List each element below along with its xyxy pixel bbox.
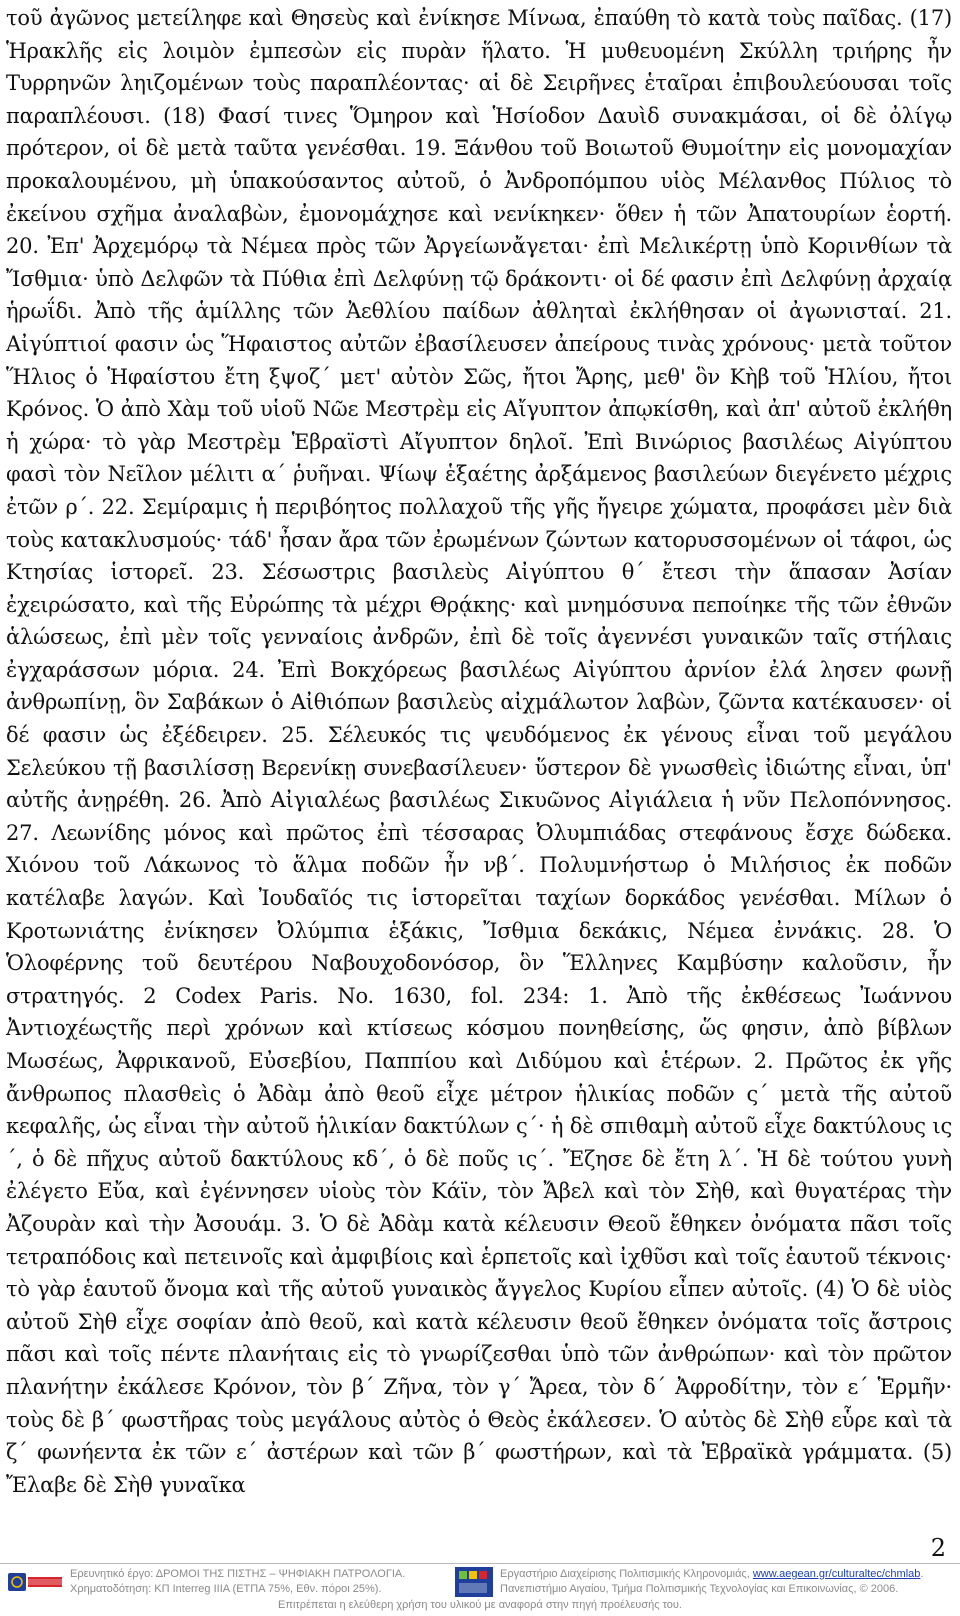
footer-lab-info (500, 1567, 950, 1597)
footer-lab-line (500, 1567, 950, 1582)
footer-divider (0, 1563, 960, 1564)
footer-lab-link[interactable]: www.aegean.gr/culturaltec/chmlab (752, 1568, 921, 1580)
body-text: τοῦ ἀγῶνος μετείληφε καὶ Θησεὺς καὶ ἐνίκησε Μίνωα, ἐπαύθη τὸ κατὰ τοὺς παῖδας. (17) Ἡρακλῆς εἰς λοιμὸν ἐμπεσὼν εἰς πυρὰν ἥλατο. Ἡ μυθευομένη Σκύλλη τριήρης ἦν Τυρρηνῶν ληιζομένων τοὺς παραπλέοντας· αἱ δὲ Σειρῆνες ἑταῖραι ἐπιβουλεύουσαι τοῖς παραπλέουσι. (18) Φασί τινες Ὅμηρον καὶ Ἡσίοδον Δαυὶδ συνακμάσαι, οἱ δὲ ὀλίγῳ πρότερον, οἱ δὲ μετὰ ταῦτα γενέσθαι. 19. Ξάνθου τοῦ Βοιωτοῦ Θυμοίτην εἰς μονομαχίαν προκαλουμένου, μὴ ὑπακούσαντος αὐτοῦ, ὁ Ἀνδροπόμπου υἱὸς Μέλανθος Πύλιος τὸ ἐκείνου σχῆμα ἀναλαβὼν, ἐμονομάχησε καὶ νενίκηκεν· ὅθεν ἡ τῶν Ἀπατουρίων ἑορτή. 20. Ἐπ' Ἀρχεμόρῳ τὰ Νέμεα πρὸς τῶν Ἀργείωνἄγεται· ἐπὶ Μελικέρτῃ ὑπὸ Κορινθίων τὰ Ἴσθμια· ὑπὸ Δελφῶν τὰ Πύθια ἐπὶ Δελφύνῃ τῷ δράκοντι· οἱ δέ φασιν ἐπὶ Δελφύνῃ ἀρχαίᾳ ἡρωΐδι. Ἀπὸ τῆς ἁμίλλης τῶν Ἀεθλίου παίδων ἀθληταὶ ἐκλήθησαν οἱ ἀγωνισταί. 21. Αἰγύπτιοί φασιν ὡς Ἥφαιστος αὐτῶν ἐβασίλευσεν ἀπείρους τινὰς χρόνους· μετὰ τοῦτον Ἥλιος ὁ Ἡφαίστου ἔτη ξψοζ´ μετ' αὐτὸν Σῶς, ἤτοι Ἄρης, μεθ' ὃν Κὴβ τοῦ Ἡλίου, ἤτοι Κρόνος. Ὁ ἀπὸ Χὰμ τοῦ υἱοῦ Νῶε Μεστρὲμ εἰς Αἴγυπτον ἀπῳκίσθη, καὶ ἀπ' αὐτοῦ ἐκλήθη ἡ χώρα· τὸ γὰρ Μεστρὲμ Ἑβραϊστὶ Αἴγυπτον δηλοῖ. Ἐπὶ Βινώριος βασιλέως Αἰγύπτου φασὶ τὸν Νεῖλον μέλιτι α´ ῥυῆναι. Ψίωψ ἑξαέτης ἀρξάμενος βασιλεύων διεγένετο μέχρις ἐτῶν ρ´. 22. Σεμίραμις ἡ περιβόητος πολλαχοῦ τῆς γῆς ἤγειρε χώματα, προφάσει μὲν διὰ τοὺς κατακλυσμούς· τάδ' ἦσαν ἄρα τῶν ἐρωμένων ζώντων κατορυσσομένων οἱ τάφοι, ὡς Κτησίας ἱστορεῖ. 23. Σέσωστρις βασιλεὺς Αἰγύπτου θ´ ἔτεσι τὴν ἅπασαν Ἀσίαν ἐχειρώσατο, καὶ τῆς Εὐρώπης τὰ μέχρι Θρᾴκης· καὶ μνημόσυνα πεποίηκε τῆς τῶν ἐθνῶν ἁλώσεως, ἐπὶ μὲν τοῖς γενναίοις ἀνδρῶν, ἐπὶ δὲ τοῖς ἀγεννέσι γυναικῶν ταῖς στήλαις ἐγχαράσσων μόρια. 24. Ἐπὶ Βοκχόρεως βασιλέως Αἰγύπτου ἀρνίον ἐλά λησεν φωνῇ ἀνθρωπίνῃ, ὃν Σαβάκων ὁ Αἰθιόπων βασιλεὺς αἰχμάλωτον λαβὼν, ζῶντα κατέκαυσεν· οἱ δέ φασιν ὡς ἐξέδειρεν. 25. Σέλευκός τις ψευδόμενος ἐκ γένους εἶναι τοῦ μεγάλου Σελεύκου τῇ βασιλίσσῃ Βερενίκῃ συνεβασίλευεν· ὕστερον δὲ γνωσθεὶς ἰδιώτης εἶναι, ὑπ' αὐτῆς ἀνῃρέθη. 26. Ἀπὸ Αἰγιαλέως βασιλέως Σικυῶνος Αἰγιάλεια ἡ νῦν Πελοπόννησος. 27. Λεωνίδης μόνος καὶ πρῶτος ἐπὶ τέσσαρας Ὀλυμπιάδας στεφάνους ἔσχε δώδεκα. Χιόνου τοῦ Λάκωνος τὸ ἅλμα ποδῶν ἦν νβ´. Πολυμνήστωρ ὁ Μιλήσιος ἐκ ποδῶν κατέλαβε λαγών. Καὶ Ἰουδαῖός τις ἱστορεῖται ταχίων δορκάδος γενέσθαι. Μίλων ὁ Κροτωνιάτης ἐνίκησεν Ὀλύμπια ἑξάκις, Ἴσθμια δεκάκις, Νέμεα ἐννάκις. 28. Ὁ Ὁλοφέρνης τοῦ δευτέρου Ναβουχοδονόσορ, ὃν Ἕλληνες Καμβύσην καλοῦσιν, ἦν στρατηγός. 2 Codex Paris. No. 1630, fol. 234: 1. Ἀπὸ τῆς ἐκθέσεως Ἰωάννου Ἀντιοχέωςτῆς περὶ χρόνων καὶ κτίσεως κόσμου πονηθείσης, ὥς φησιν, ἀπὸ βίβλων Μωσέως, Ἀφρικανοῦ, Εὐσεβίου, Παππίου καὶ Διδύμου καὶ ἑτέρων. 2. Πρῶτος ἐκ γῆς ἄνθρωπος πλασθεὶς ὁ Ἀδὰμ ἀπὸ θεοῦ εἶχε μέτρον ἡλικίας ποδῶν ς´ μετὰ τῆς αὐτοῦ κεφαλῆς, ὡς εἶναι τὴν αὐτοῦ ἡλικίαν δακτύλων ς´· ἡ δὲ σπιθαμὴ αὐτοῦ εἶχε δακτύλους ις´, ὁ δὲ πῆχυς αὐτοῦ δακτύλους κδ´, ὁ δὲ ποῦς ις´. Ἔζησε δὲ ἔτη λ´. Ἡ δὲ τούτου γυνὴ ἐλέγετο Εὔα, καὶ ἐγέννησεν υἱοὺς τὸν Κάϊν, τὸν Ἄβελ καὶ τὸν Σὴθ, καὶ θυγατέρας τὴν Ἀζουρὰν καὶ τὴν Ἀσουάμ. 3. Ὁ δὲ Ἀδὰμ κατὰ κέλευσιν Θεοῦ ἔθηκεν ὀνόματα πᾶσι τοῖς τετραπόδοις καὶ πετεινοῖς καὶ ἀμφιβίοις καὶ ἑρπετοῖς καὶ ἰχθῦσι καὶ τοῖς ἑαυτοῦ τέκνοις· τὸ γὰρ ἑαυτοῦ ὄνομα καὶ τῆς αὐτοῦ γυναικὸς ἄγγελος Κυρίου εἶπεν αὐτοῖς. (4) Ὁ δὲ υἱὸς αὐτοῦ Σὴθ εἶχε σοφίαν ἀπὸ θεοῦ, καὶ κατὰ κέλευσιν θεοῦ ἔθηκεν ὀνόματα τοῖς ἄστροις πᾶσι καὶ τοῖς πέντε πλανήταις εἰς τὸ γνωρίζεσθαι ὑπὸ τῶν ἀνθρώπων· καὶ τὸν πρῶτον πλανήτην ἐκάλεσε Κρόνον, τὸν β´ Ζῆνα, τὸν γ´ Ἄρεα, τὸν δ´ Ἀφροδίτην, τὸν ε´ Ἑρμῆν· τοὺς δὲ β´ φωστῆρας τοὺς μεγάλους αὐτὸς ὁ Θεὸς ἐκάλεσεν. Ὁ αὐτὸς δὲ Σὴθ εὗρε καὶ τὰ ζ´ φωνήεντα ἐκ τῶν ε´ ἀστέρων καὶ τῶν β´ φωστήρων, καὶ τὰ Ἑβραϊκὰ γράμματα. (5) Ἔλαβε δὲ Σὴθ γυναῖκα (6, 6, 952, 1497)
footer-project-info (70, 1567, 450, 1597)
footer-lab-name: Εργαστήριο Διαχείρισης Πολιτισμικής Κληρονομιάς, (500, 1568, 750, 1580)
footer-usage-notice: Επιτρέπεται η ελεύθερη χρήση του υλικού με αναφορά στην πηγή προέλευσής του. (278, 1599, 682, 1611)
footer-project-line: Ερευνητικό έργο: ΔΡΟΜΟΙ ΤΗΣ ΠΙΣΤΗΣ – ΨΗΦΙΑΚΗ ΠΑΤΡΟΛΟΓΙΑ. (70, 1568, 406, 1580)
footer-funding-line: Χρηματοδότηση: ΚΠ Interreg IIIA (ΕΤΠΑ 75%, Εθν. πόροι 25%). (70, 1583, 382, 1595)
footer-university-line: Πανεπιστήμιο Αιγαίου, Τμήμα Πολιτισμικής Τεχνολογίας και Επικοινωνίας, © 2006. (500, 1583, 899, 1595)
footer (0, 1563, 960, 1616)
page-number: 2 (930, 1534, 946, 1562)
footer-lab-period: . (920, 1568, 924, 1580)
interreg-logo-icon (8, 1571, 64, 1593)
eu-flag-logo-icon (455, 1567, 493, 1597)
